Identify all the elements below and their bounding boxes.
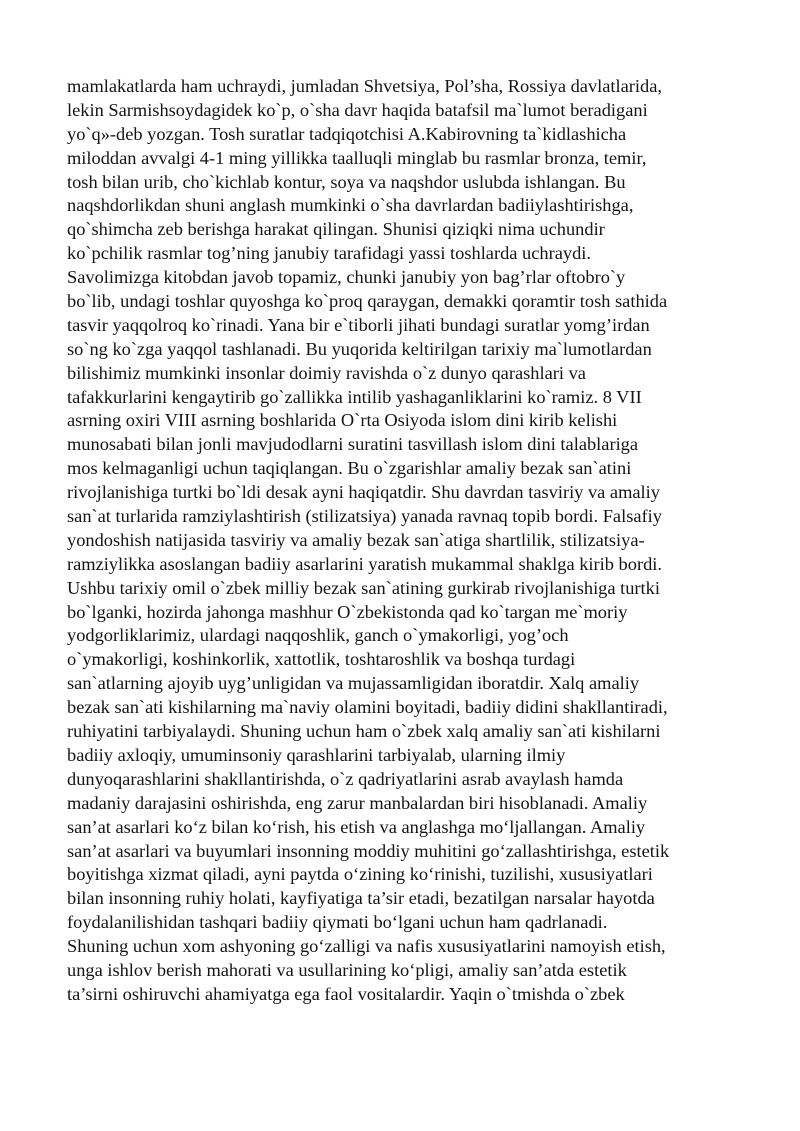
text-line: naqshdorlikdan shuni anglash mumkinki o`sha davrlardan badiiylashtirishga, <box>67 195 634 216</box>
text-line: Savolimizga kitobdan javob topamiz, chunki janubiy yon bag’rlar oftobro`y <box>67 267 626 288</box>
text-line: ko`pchilik rasmlar tog’ning janubiy tarafidagi yassi toshlarda uchraydi. <box>67 243 591 264</box>
text-line: mos kelmaganligi uchun taqiqlangan. Bu o`zgarishlar amaliy bezak san`atini <box>67 458 632 479</box>
text-line: bo`lib, undagi toshlar quyoshga ko`proq qaraygan, demakki qoramtir tosh sathida <box>67 291 668 312</box>
text-line: tafakkurlarini kengaytirib go`zallikka intilib yashaganliklarini ko`ramiz. 8 VII <box>67 386 642 407</box>
text-line: ruhiyatini tarbiyalaydi. Shuning uchun ham o`zbek xalq amaliy san`ati kishilarni <box>67 721 661 742</box>
text-line: munosabati bilan jonli mavjudodlarni suratini tasvillash islom dini talablariga <box>67 434 639 455</box>
text-line: yondoshish natijasida tasviriy va amaliy bezak san`atiga shartlilik, stilizatsiya- <box>67 529 645 550</box>
text-line: lekin Sarmishsoydagidek ko`p, o`sha davr haqida batafsil ma`lumot beradigani <box>67 99 648 120</box>
body-text <box>67 75 767 1007</box>
text-line: unga ishlov berish mahorati va usullarining ko‘pligi, amaliy san’atda estetik <box>67 959 627 980</box>
text-line: san’at asarlari va buyumlari insonning moddiy muhitini go‘zallashtirishga, estetik <box>67 840 670 861</box>
text-line: san’at asarlari ko‘z bilan ko‘rish, his etish va anglashga mo‘ljallangan. Amaliy <box>67 816 646 837</box>
text-line: bilishimiz mumkinki insonlar doimiy ravishda o`z dunyo qarashlari va <box>67 362 586 383</box>
text-line: asrning oxiri VIII asrning boshlarida O`rta Osiyoda islom dini kirib kelishi <box>67 410 618 431</box>
text-line: boyitishga xizmat qiladi, ayni paytda o‘zining ko‘rinishi, tuzilishi, xususiyatlari <box>67 864 653 885</box>
text-line: qo`shimcha zeb berishga harakat qilingan. Shunisi qiziqki nima uchundir <box>67 219 605 240</box>
text-line: madaniy darajasini oshirishda, eng zarur manbalardan biri hisoblanadi. Amaliy <box>67 792 648 813</box>
text-line: dunyoqarashlarini shakllantirishda, o`z qadriyatlarini asrab avaylash hamda <box>67 768 624 789</box>
text-line: san`atlarning ajoyib uyg’unligidan va mujassamligidan iboratdir. Xalq amaliy <box>67 673 640 694</box>
text-line: yo`q»-deb yozgan. Tosh suratlar tadqiqotchisi A.Kabirovning ta`kidlashicha <box>67 123 627 144</box>
text-line: tosh bilan urib, cho`kichlab kontur, soya va naqshdor uslubda ishlangan. Bu <box>67 171 626 192</box>
text-line: ramziylikka asoslangan badiiy asarlarini yaratish mukammal shaklga kirib bordi. <box>67 553 662 574</box>
text-line: miloddan avvalgi 4-1 ming yillikka taalluqli minglab bu rasmlar bronza, temir, <box>67 147 647 168</box>
text-line: mamlakatlarda ham uchraydi, jumladan Shvetsiya, Pol’sha, Rossiya davlatlarida, <box>67 76 662 96</box>
text-line: o`ymakorligi, koshinkorlik, xattotlik, toshtaroshlik va boshqa turdagi <box>67 649 576 670</box>
text-line: Ushbu tarixiy omil o`zbek milliy bezak san`atining gurkirab rivojlanishiga turtki <box>67 577 660 598</box>
text-line: Shuning uchun xom ashyoning go‘zalligi va nafis xususiyatlarini namoyish etish, <box>67 936 666 957</box>
text-line: foydalanilishidan tashqari badiiy qiymati bo‘lgani uchun ham qadrlanadi. <box>67 912 608 933</box>
text-line: badiiy axloqiy, umuminsoniy qarashlarini tarbiyalab, ularning ilmiy <box>67 744 566 765</box>
text-line: bezak san`ati kishilarning ma`naviy olamini boyitadi, badiiy didini shakllantiradi, <box>67 697 668 718</box>
text-line: so`ng ko`zga yaqqol tashlanadi. Bu yuqorida keltirilgan tarixiy ma`lumotlardan <box>67 338 652 359</box>
text-line: tasvir yaqqolroq ko`rinadi. Yana bir e`tiborli jihati bundagi suratlar yomg’irdan <box>67 314 650 335</box>
text-line: san`at turlarida ramziylashtirish (stilizatsiya) yanada ravnaq topib bordi. Falsafiy <box>67 506 662 527</box>
text-line: bo`lganki, hozirda jahonga mashhur O`zbekistonda qad ko`targan me`moriy <box>67 601 628 622</box>
text-line: bilan insonning ruhiy holati, kayfiyatiga ta’sir etadi, bezatilgan narsalar hayotda <box>67 888 655 909</box>
text-line: yodgorliklarimiz, ulardagi naqqoshlik, ganch o`ymakorligi, yog’och <box>67 625 569 646</box>
text-line: rivojlanishiga turtki bo`ldi desak ayni haqiqatdir. Shu davrdan tasviriy va amaliy <box>67 482 660 503</box>
text-line: ta’sirni oshiruvchi ahamiyatga ega faol vositalardir. Yaqin o`tmishda o`zbek <box>67 983 625 1004</box>
